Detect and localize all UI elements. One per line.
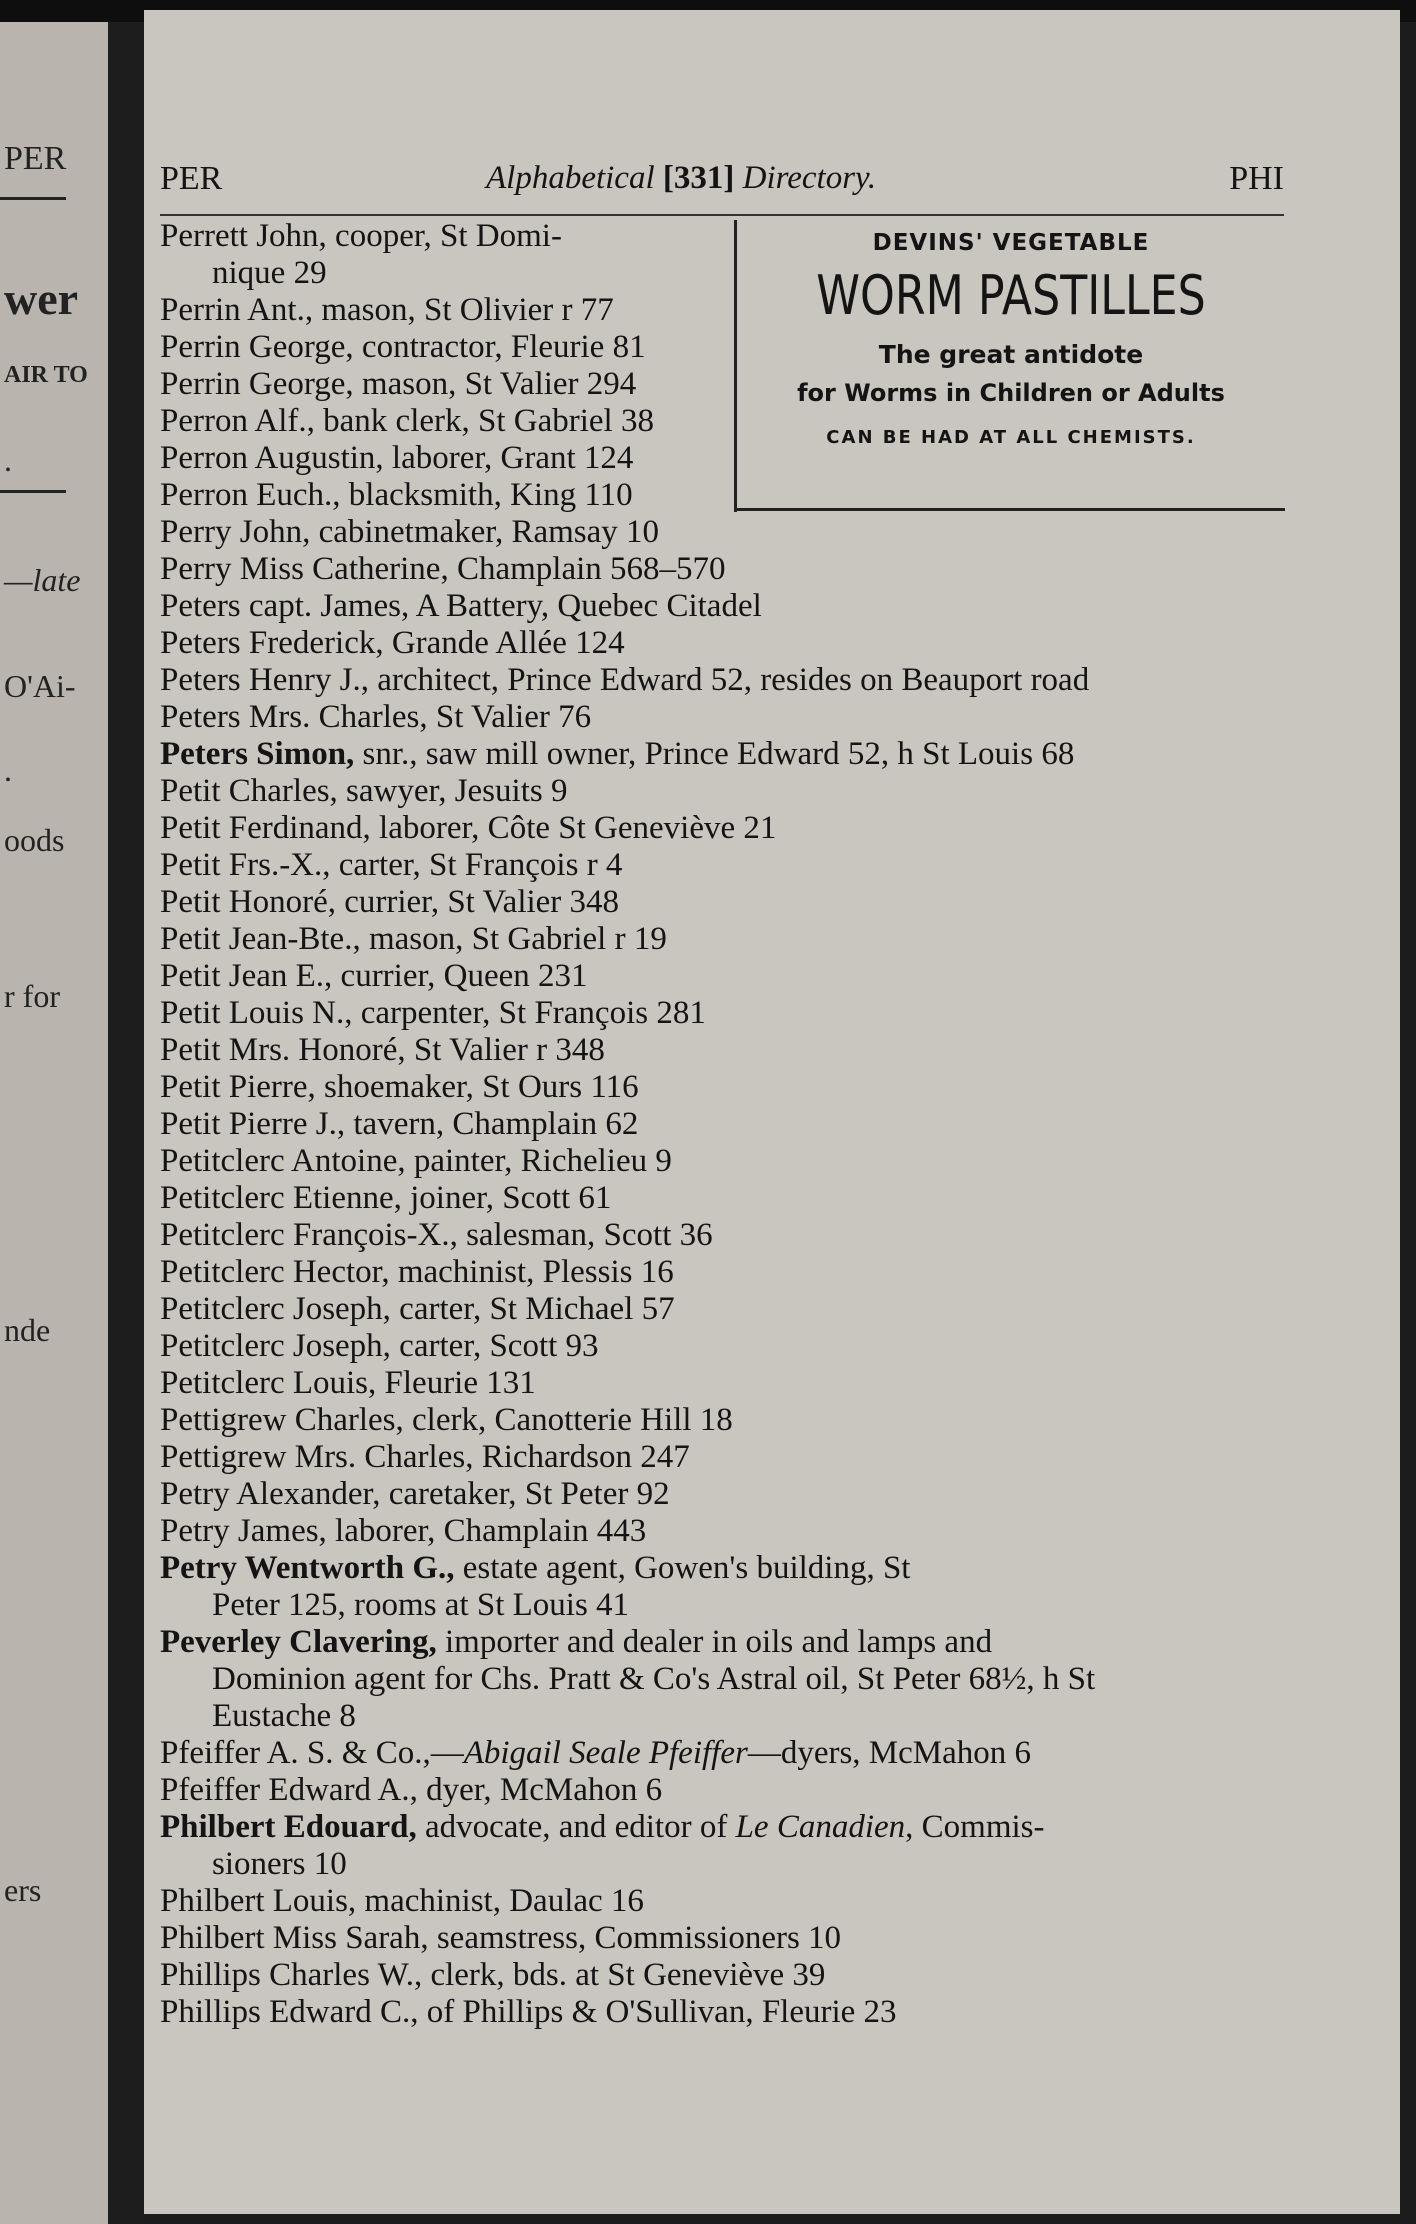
directory-entry	[160, 921, 1300, 958]
entry-text: Philbert Miss Sarah, seamstress, Commissioners 10	[160, 1920, 842, 1956]
entry-text: Petit Mrs. Honoré, St Valier r 348	[160, 1032, 605, 1068]
directory-entry	[160, 884, 1300, 921]
directory-entry	[160, 292, 1300, 329]
directory-entry	[160, 1809, 1300, 1846]
entry-text: Perrin Ant., mason, St Olivier r 77	[160, 292, 614, 328]
entry-text: Petit Pierre, shoemaker, St Ours 116	[160, 1069, 639, 1105]
prev-page-fragment: oods	[4, 822, 65, 858]
directory-entry	[160, 995, 1300, 1032]
directory-entry	[160, 1920, 1300, 1957]
entry-text: Perrin George, mason, St Valier 294	[160, 366, 637, 402]
entry-continuation	[160, 1661, 1300, 1698]
prev-page-fragment: nde	[4, 1312, 51, 1348]
directory-entry	[160, 1069, 1300, 1106]
entry-text: Petit Ferdinand, laborer, Côte St Geneviève 21	[160, 810, 777, 846]
directory-entry	[160, 958, 1300, 995]
entry-text: Peters capt. James, A Battery, Quebec Citadel	[160, 588, 762, 624]
directory-entries	[160, 218, 1300, 2031]
ad-brand: DEVINS' VEGETABLE	[872, 230, 1150, 256]
header-title-pre: Alphabetical	[486, 160, 663, 196]
directory-entry	[160, 847, 1300, 884]
entry-text: nique 29	[212, 255, 327, 291]
directory-entry	[160, 440, 1300, 477]
ad-product: WORM PASTILLES	[816, 264, 1206, 327]
entry-text: Petit Honoré, currier, St Valier 348	[160, 884, 620, 920]
entry-name-bold: Petry Wentworth G.,	[160, 1550, 455, 1586]
entry-text: Petry James, laborer, Champlain 443	[160, 1513, 647, 1549]
prev-page-fragment: .	[4, 752, 12, 788]
entry-text-after: —dyers, McMahon 6	[747, 1735, 1032, 1771]
entry-text: Perrett John, cooper, St Domi-	[160, 218, 562, 254]
directory-entry	[160, 1883, 1300, 1920]
directory-entry	[160, 1550, 1300, 1587]
entry-text: estate agent, Gowen's building, St	[454, 1550, 911, 1586]
previous-page-edge	[0, 22, 108, 2224]
entry-text: Dominion agent for Chs. Pratt & Co's Astral oil, St Peter 68½, h St	[212, 1661, 1096, 1697]
header-left: PER	[160, 160, 223, 197]
directory-entry	[160, 736, 1300, 773]
entry-text: Pfeiffer Edward A., dyer, McMahon 6	[160, 1772, 663, 1808]
directory-entry	[160, 1291, 1300, 1328]
directory-entry	[160, 625, 1300, 662]
entry-text: Petit Pierre J., tavern, Champlain 62	[160, 1106, 639, 1142]
entry-text: Perron Euch., blacksmith, King 110	[160, 477, 633, 513]
directory-entry	[160, 366, 1300, 403]
prev-page-rule	[0, 490, 66, 493]
directory-entry	[160, 1217, 1300, 1254]
entry-text: Philbert Louis, machinist, Daulac 16	[160, 1883, 644, 1919]
running-header	[160, 160, 1284, 210]
entry-name-bold: Philbert Edouard,	[160, 1809, 417, 1845]
entry-text: Pettigrew Charles, clerk, Canotterie Hill 18	[160, 1402, 733, 1438]
entry-text: Petitclerc François-X., salesman, Scott 36	[160, 1217, 713, 1253]
directory-entry	[160, 1513, 1300, 1550]
entry-italic: Le Canadien	[735, 1809, 906, 1845]
header-title-post: Directory.	[734, 160, 877, 196]
entry-text: Petit Jean E., currier, Queen 231	[160, 958, 588, 994]
directory-entry	[160, 1143, 1300, 1180]
entry-continuation	[160, 1846, 1300, 1883]
directory-entry	[160, 1772, 1300, 1809]
entry-text: snr., saw mill owner, Prince Edward 52, h St Louis 68	[354, 736, 1075, 772]
directory-entry	[160, 810, 1300, 847]
entry-continuation	[160, 1698, 1300, 1735]
entry-text: Pettigrew Mrs. Charles, Richardson 247	[160, 1439, 690, 1475]
prev-page-fragment: —late	[4, 562, 81, 598]
entry-text: Petry Alexander, caretaker, St Peter 92	[160, 1476, 670, 1512]
entry-text: Perron Augustin, laborer, Grant 124	[160, 440, 634, 476]
entry-text-after: , Commis-	[905, 1809, 1045, 1845]
entry-text: Phillips Charles W., clerk, bds. at St Geneviève 39	[160, 1957, 826, 1993]
directory-entry	[160, 1439, 1300, 1476]
prev-page-fragment: ers	[4, 1872, 42, 1908]
directory-entry	[160, 218, 1300, 255]
entry-text: Peters Frederick, Grande Allée 124	[160, 625, 625, 661]
entry-name-bold: Peters Simon,	[160, 736, 355, 772]
prev-page-fragment: PER	[4, 140, 67, 177]
prev-page-fragment: AIR TO	[4, 362, 88, 388]
header-rule	[160, 214, 1284, 216]
ad-description: for Worms in Children or Adults	[797, 379, 1225, 407]
entry-text: importer and dealer in oils and lamps and	[436, 1624, 993, 1660]
entry-continuation	[160, 255, 1300, 292]
directory-entry	[160, 403, 1300, 440]
entry-text: Petitclerc Antoine, painter, Richelieu 9	[160, 1143, 672, 1179]
prev-page-fragment: wer	[4, 273, 79, 324]
prev-page-rule	[0, 197, 66, 200]
prev-page-fragment: .	[4, 442, 12, 478]
entry-text: sioners 10	[212, 1846, 347, 1882]
directory-entry	[160, 699, 1300, 736]
directory-entry	[160, 662, 1300, 699]
directory-entry	[160, 1032, 1300, 1069]
entry-text: Petitclerc Louis, Fleurie 131	[160, 1365, 536, 1401]
entry-text: Peters Mrs. Charles, St Valier 76	[160, 699, 592, 735]
directory-entry	[160, 1365, 1300, 1402]
directory-entry	[160, 1254, 1300, 1291]
directory-entry	[160, 1994, 1300, 2031]
directory-page	[144, 10, 1400, 2214]
directory-entry	[160, 1957, 1300, 1994]
directory-entry	[160, 1402, 1300, 1439]
entry-text: Perry Miss Catherine, Champlain 568–570	[160, 551, 726, 587]
entry-text: Peters Henry J., architect, Prince Edward 52, resides on Beauport road	[160, 662, 1090, 698]
page-number: [331]	[662, 160, 735, 196]
entry-text: Petit Jean-Bte., mason, St Gabriel r 19	[160, 921, 667, 957]
entry-text: Petitclerc Hector, machinist, Plessis 16	[160, 1254, 674, 1290]
directory-entry	[160, 329, 1300, 366]
directory-entry	[160, 477, 1300, 514]
directory-entry	[160, 1735, 1300, 1772]
directory-entry	[160, 1328, 1300, 1365]
directory-entry	[160, 1180, 1300, 1217]
entry-text: Eustache 8	[212, 1698, 356, 1734]
directory-entry	[160, 1624, 1300, 1661]
entry-text: Petit Louis N., carpenter, St François 281	[160, 995, 706, 1031]
entry-text: Petit Frs.-X., carter, St François r 4	[160, 847, 623, 883]
entry-text: Perry John, cabinetmaker, Ramsay 10	[160, 514, 660, 550]
directory-entry	[160, 1476, 1300, 1513]
prev-page-fragment: O'Ai-	[4, 668, 76, 704]
entry-text: Petitclerc Joseph, carter, St Michael 57	[160, 1291, 675, 1327]
ad-availability: CAN BE HAD AT ALL CHEMISTS.	[826, 427, 1196, 448]
entry-text: Petit Charles, sawyer, Jesuits 9	[160, 773, 568, 809]
entry-text: Perron Alf., bank clerk, St Gabriel 38	[160, 403, 654, 439]
directory-entry	[160, 514, 1300, 551]
entry-italic: Abigail Seale Pfeiffer	[463, 1735, 748, 1771]
entry-text: Petitclerc Joseph, carter, Scott 93	[160, 1328, 599, 1364]
directory-entry	[160, 551, 1300, 588]
entry-text: advocate, and editor of	[416, 1809, 736, 1845]
entry-continuation	[160, 1587, 1300, 1624]
header-center	[486, 160, 876, 197]
entry-text: Phillips Edward C., of Phillips & O'Sullivan, Fleurie 23	[160, 1994, 897, 2030]
entry-name-bold: Peverley Clavering,	[160, 1624, 437, 1660]
entry-text: Petitclerc Etienne, joiner, Scott 61	[160, 1180, 612, 1216]
directory-entry	[160, 588, 1300, 625]
prev-page-fragment: r for	[4, 978, 60, 1014]
entry-text: Pfeiffer A. S. & Co.,—	[160, 1735, 464, 1771]
entry-text: Perrin George, contractor, Fleurie 81	[160, 329, 646, 365]
book-gutter	[108, 22, 144, 2224]
ad-tagline: The great antidote	[878, 340, 1144, 369]
header-right: PHI	[1229, 160, 1284, 197]
entry-text: Peter 125, rooms at St Louis 41	[212, 1587, 630, 1623]
directory-entry	[160, 773, 1300, 810]
directory-entry	[160, 1106, 1300, 1143]
